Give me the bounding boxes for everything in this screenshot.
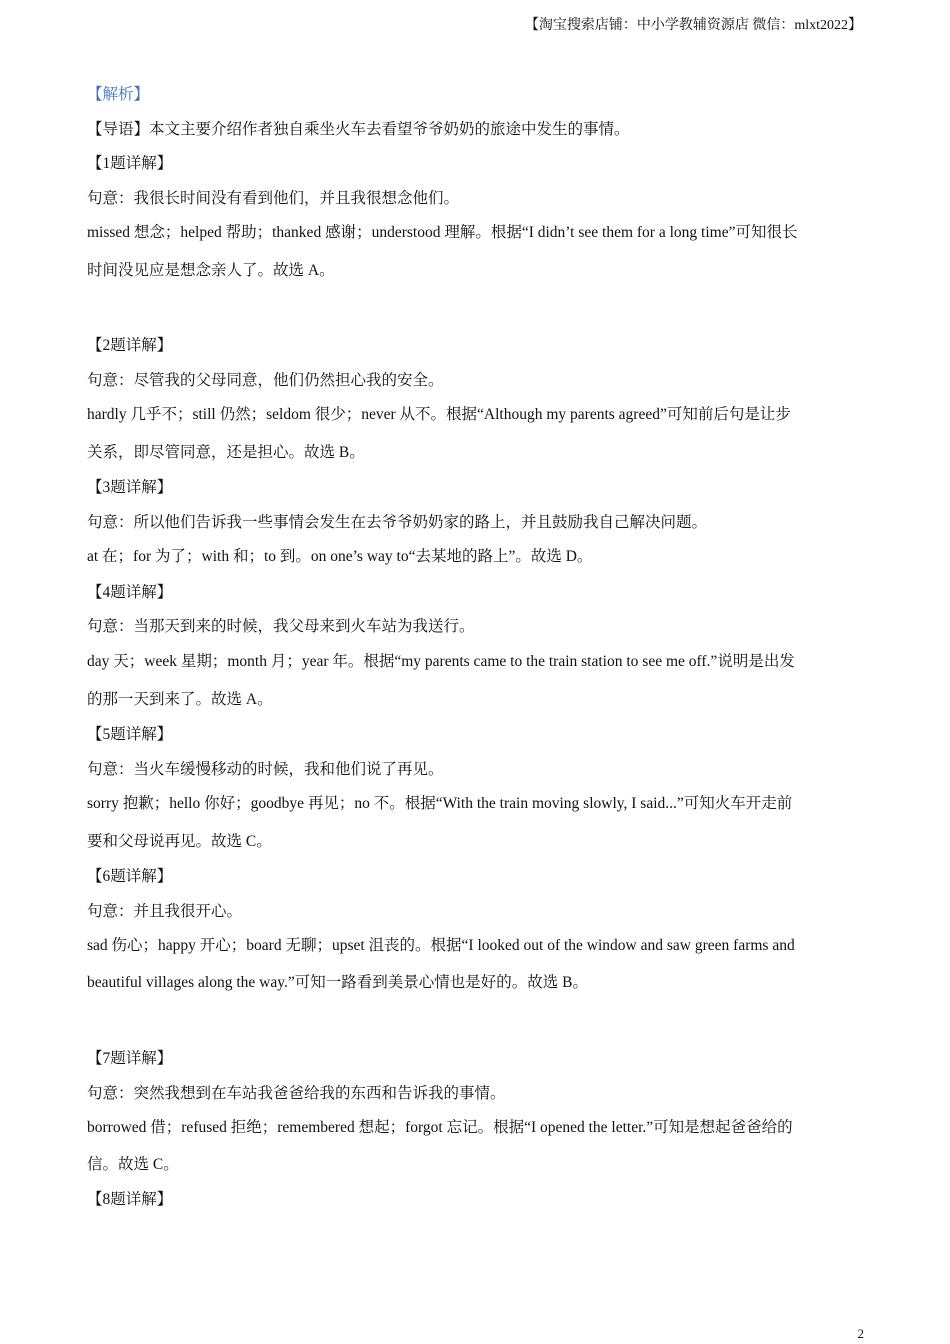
q3-title: 【3题详解】	[87, 479, 173, 496]
page-number: 2	[857, 1326, 864, 1341]
q4-title: 【4题详解】	[87, 584, 173, 601]
q7-sense: 句意：突然我想到在车站我爸爸给我的东西和告诉我的事情。	[87, 1085, 506, 1102]
q1-sense: 句意：我很长时间没有看到他们，并且我很想念他们。	[87, 190, 460, 207]
q2-analysis-line1: hardly 几乎不；still 仍然；seldom 很少；never 从不。根据“Although my parents agreed”可知前后句是让步	[87, 406, 791, 423]
q1-analysis-line2: 时间没见应是想念亲人了。故选 A。	[87, 262, 335, 279]
q5-analysis-line1: sorry 抱歉；hello 你好；goodbye 再见；no 不。根据“With the train moving slowly, I said...”可知火车开走前	[87, 795, 793, 812]
q1-title: 【1题详解】	[87, 155, 173, 172]
q6-title: 【6题详解】	[87, 868, 173, 885]
page-header: 【淘宝搜索店铺：中小学教辅资源店 微信：mlxt2022】	[524, 18, 862, 33]
q5-sense: 句意：当火车缓慢移动的时候，我和他们说了再见。	[87, 761, 444, 778]
q4-analysis-line2: 的那一天到来了。故选 A。	[87, 691, 273, 708]
q6-sense: 句意：并且我很开心。	[87, 903, 243, 920]
q6-analysis-line2: beautiful villages along the way.”可知一路看到美景心情也是好的。故选 B。	[87, 974, 588, 991]
q8-title: 【8题详解】	[87, 1191, 173, 1208]
q7-title: 【7题详解】	[87, 1050, 173, 1067]
q2-sense: 句意：尽管我的父母同意，他们仍然担心我的安全。	[87, 372, 444, 389]
q2-analysis-line2: 关系，即尽管同意，还是担心。故选 B。	[87, 444, 365, 461]
q3-analysis-line1: at 在；for 为了；with 和；to 到。on one’s way to“去某地的路上”。故选 D。	[87, 548, 593, 565]
intro-text: 【导语】本文主要介绍作者独自乘坐火车去看望爷爷奶奶的旅途中发生的事情。	[87, 121, 630, 138]
q5-analysis-line2: 要和父母说再见。故选 C。	[87, 833, 272, 850]
jiexi-label: 【解析】	[87, 86, 150, 103]
q5-title: 【5题详解】	[87, 726, 173, 743]
q2-title: 【2题详解】	[87, 337, 173, 354]
q4-analysis-line1: day 天；week 星期；month 月；year 年。根据“my parents came to the train station to see me off.”说明是出发	[87, 653, 795, 670]
q4-sense: 句意：当那天到来的时候，我父母来到火车站为我送行。	[87, 618, 475, 635]
q3-sense: 句意：所以他们告诉我一些事情会发生在去爷爷奶奶家的路上，并且鼓励我自己解决问题。	[87, 514, 708, 531]
q1-analysis-line1: missed 想念；helped 帮助；thanked 感谢；understood 理解。根据“I didn’t see them for a long time”可知很长	[87, 224, 798, 241]
q7-analysis-line1: borrowed 借；refused 拒绝；remembered 想起；forgot 忘记。根据“I opened the letter.”可知是想起爸爸给的	[87, 1119, 793, 1136]
q7-analysis-line2: 信。故选 C。	[87, 1156, 179, 1173]
q6-analysis-line1: sad 伤心；happy 开心；board 无聊；upset 沮丧的。根据“I looked out of the window and saw green farms and	[87, 937, 795, 954]
